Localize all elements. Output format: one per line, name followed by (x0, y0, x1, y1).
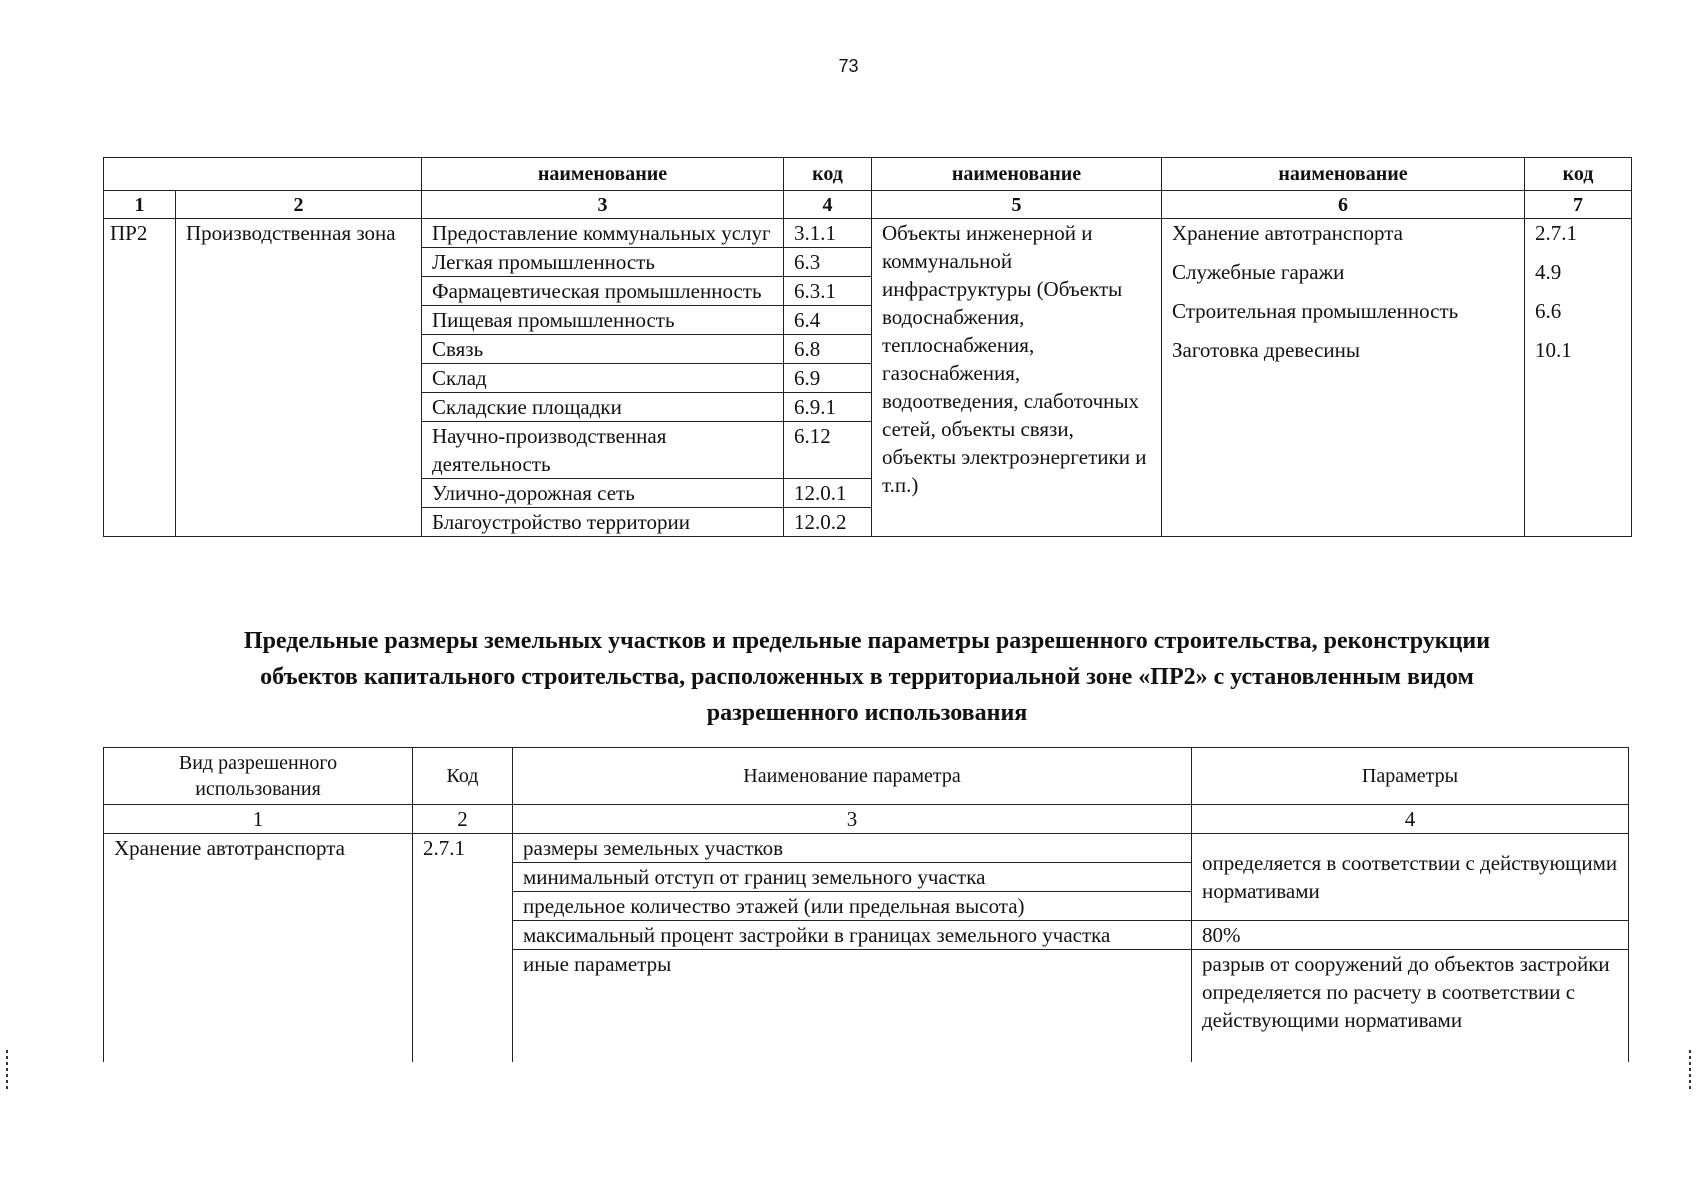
parameter-name: максимальный процент застройки в границах земельного участка (513, 921, 1192, 950)
main-use-name: Легкая промышленность (422, 248, 784, 277)
main-use-code: 6.9.1 (784, 393, 872, 422)
parameter-value: 80% (1192, 921, 1629, 950)
conditional-uses-names (1162, 219, 1525, 537)
conditional-use-code: 10.1 (1535, 338, 1572, 362)
zone-name: Производственная зона (176, 219, 422, 537)
section-title-line: объектов капитального строительства, расположенных в территориальной зоне «ПР2» с установленным видом (260, 664, 1474, 690)
auxiliary-uses: Объекты инженерной и коммунальной инфраструктуры (Объекты водоснабжения, теплоснабжения, газоснабжения, водоотведения, слаботочных сетей, объекты связи, объекты электроэнергетики и т.п.) (872, 219, 1162, 537)
main-use-name: Улично-дорожная сеть (422, 479, 784, 508)
table-row (104, 219, 1632, 248)
table-header-row (104, 158, 1632, 191)
header-empty-cell (104, 158, 422, 191)
parameter-name: минимальный отступ от границ земельного участка (513, 863, 1192, 892)
main-use-name: Складские площадки (422, 393, 784, 422)
main-use-code: 6.4 (784, 306, 872, 335)
header-use-type: Вид разрешенного использования (104, 748, 413, 805)
column-number: 4 (784, 191, 872, 219)
zone-code: ПР2 (104, 219, 176, 537)
main-use-code: 3.1.1 (784, 219, 872, 248)
conditional-use-name: Строительная промышленность (1172, 299, 1459, 323)
column-number-row (104, 191, 1632, 219)
parameter-value: определяется в соответствии с действующими нормативами (1192, 834, 1629, 921)
column-number: 1 (104, 805, 413, 834)
header-main-use-code: код (784, 158, 872, 191)
page-number: 73 (838, 56, 859, 76)
main-use-code: 6.8 (784, 335, 872, 364)
header-parameter-name: Наименование параметра (513, 748, 1192, 805)
main-use-name: Пищевая промышленность (422, 306, 784, 335)
column-number: 3 (422, 191, 784, 219)
margin-scan-mark (1689, 1050, 1691, 1090)
main-use-name: Благоустройство территории (422, 508, 784, 537)
main-use-code: 12.0.1 (784, 479, 872, 508)
parameter-name: предельное количество этажей (или предельная высота) (513, 892, 1192, 921)
conditional-use-code: 2.7.1 (1535, 221, 1577, 245)
column-number: 7 (1525, 191, 1632, 219)
header-parameters: Параметры (1192, 748, 1629, 805)
column-number: 6 (1162, 191, 1525, 219)
header-cond-use-name: наименование (1162, 158, 1525, 191)
margin-scan-mark (6, 1050, 8, 1090)
main-use-name: Фармацевтическая промышленность (422, 277, 784, 306)
column-number: 4 (1192, 805, 1629, 834)
column-number: 3 (513, 805, 1192, 834)
table-row (104, 834, 1629, 863)
main-use-name: Научно-производственная деятельность (422, 422, 784, 479)
section-title-line: разрешенного использования (706, 700, 1028, 726)
main-use-code: 6.3 (784, 248, 872, 277)
parameter-value: разрыв от сооружений до объектов застройки определяется по расчету в соответствии с действующими нормативами (1192, 950, 1629, 1063)
conditional-use-code: 6.6 (1535, 299, 1562, 323)
main-use-name: Предоставление коммунальных услуг (422, 219, 784, 248)
header-main-use-name: наименование (422, 158, 784, 191)
column-number: 5 (872, 191, 1162, 219)
main-use-code: 6.9 (784, 364, 872, 393)
section-title (103, 623, 1631, 731)
conditional-use-name: Заготовка древесины (1172, 338, 1360, 362)
conditional-use-name: Хранение автотранспорта (1172, 221, 1403, 245)
main-use-name: Связь (422, 335, 784, 364)
conditional-use-code: 4.9 (1535, 260, 1562, 284)
main-use-name: Склад (422, 364, 784, 393)
use-code: 2.7.1 (413, 834, 513, 1063)
header-code: Код (413, 748, 513, 805)
header-aux-use-name: наименование (872, 158, 1162, 191)
column-number: 2 (176, 191, 422, 219)
main-use-code: 6.3.1 (784, 277, 872, 306)
parameters-table (103, 747, 1629, 1062)
column-number-row (104, 805, 1629, 834)
main-use-code: 6.12 (784, 422, 872, 479)
section-title-line: Предельные размеры земельных участков и предельные параметры разрешенного строительства, реконструкции (243, 628, 1491, 654)
column-number: 1 (104, 191, 176, 219)
use-name: Хранение автотранспорта (104, 834, 413, 1063)
main-use-code: 12.0.2 (784, 508, 872, 537)
conditional-uses-codes (1525, 219, 1632, 537)
zone-uses-table (103, 157, 1632, 537)
table-header-row (104, 748, 1629, 805)
parameter-name: размеры земельных участков (513, 834, 1192, 863)
header-cond-use-code: код (1525, 158, 1632, 191)
conditional-use-name: Служебные гаражи (1172, 260, 1345, 284)
column-number: 2 (413, 805, 513, 834)
parameter-name: иные параметры (513, 950, 1192, 1063)
